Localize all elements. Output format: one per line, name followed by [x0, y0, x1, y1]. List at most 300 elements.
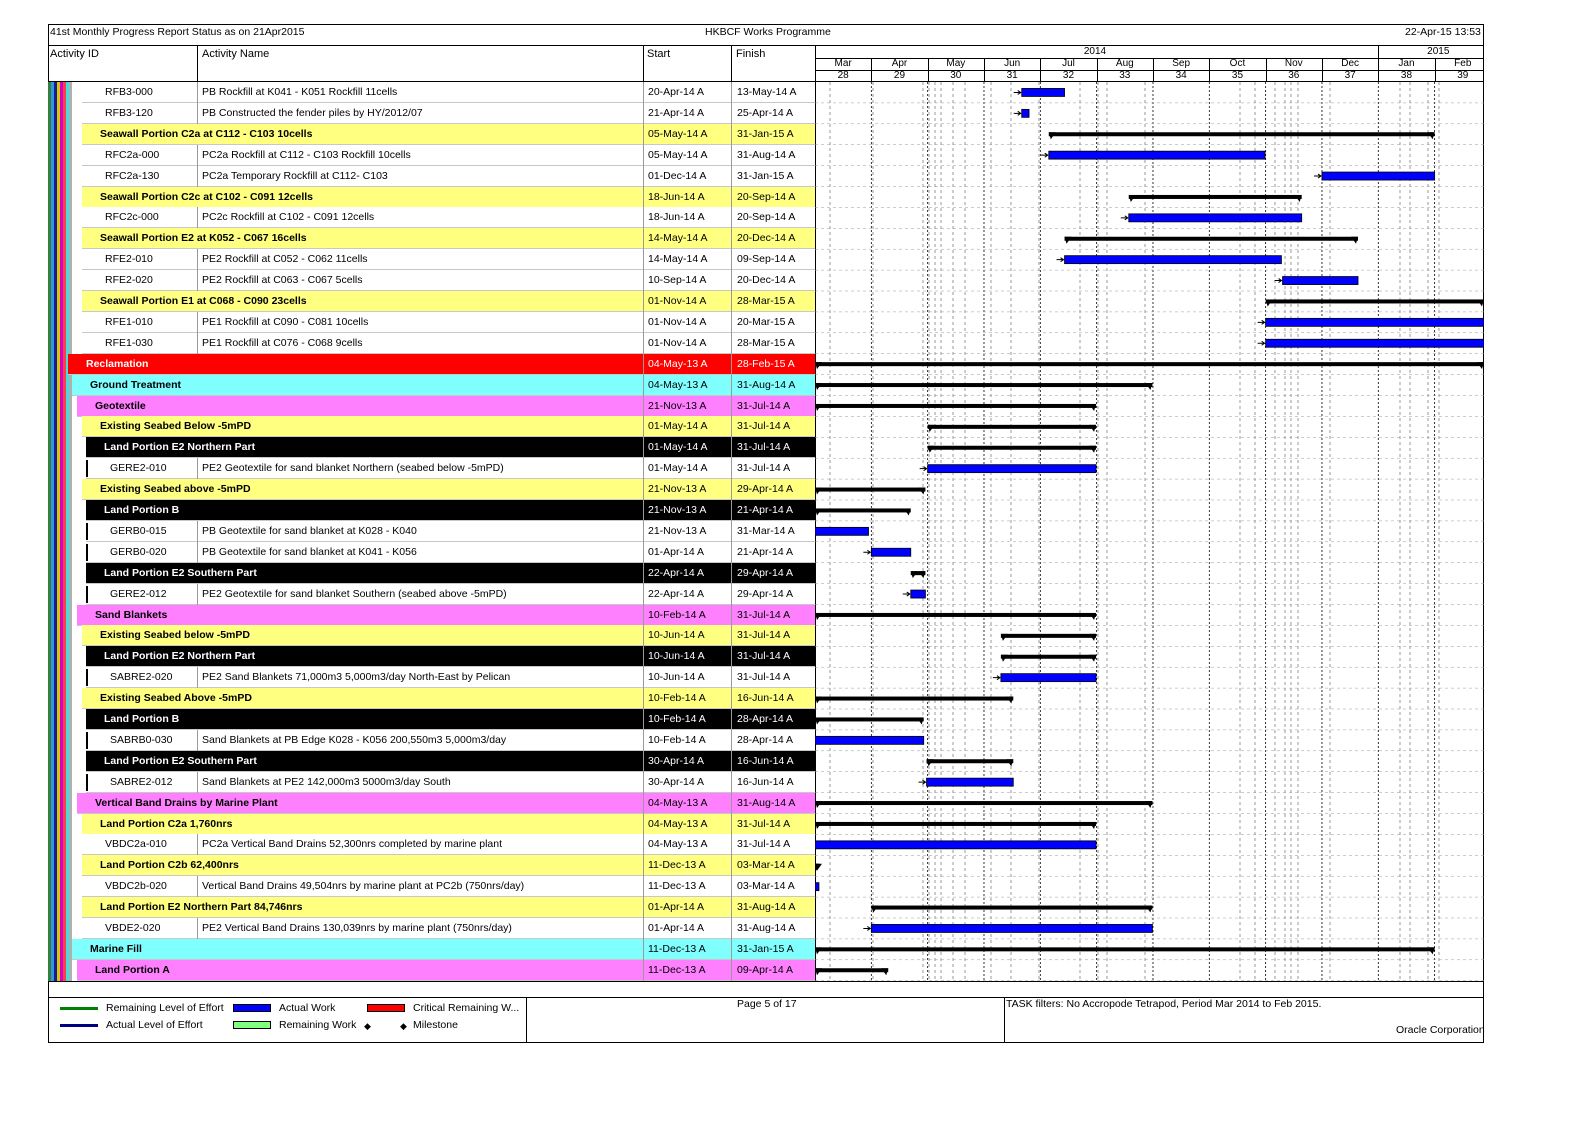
critical-remaining-swatch [367, 1004, 405, 1012]
wbs-row[interactable] [48, 437, 815, 458]
start-date: 14-May-14 A [648, 253, 708, 266]
cell-divider [731, 814, 732, 835]
start-date: 01-May-14 A [648, 462, 708, 475]
cell-divider [643, 396, 644, 417]
start-date: 04-May-13 A [648, 817, 708, 830]
wbs-stripe [69, 458, 72, 479]
activity-row[interactable] [48, 521, 815, 542]
wbs-name: Land Portion C2a 1,760nrs [100, 817, 233, 830]
wbs-stripe [69, 834, 72, 855]
activity-row[interactable] [48, 166, 815, 187]
cell-divider [197, 207, 198, 228]
period-label: 35 [1231, 70, 1244, 81]
wbs-stripe [69, 333, 72, 354]
finish-date: 03-Mar-14 A [737, 880, 795, 893]
period-label: 36 [1288, 70, 1300, 81]
activity-row[interactable] [48, 730, 815, 751]
cell-divider [731, 793, 732, 814]
cell-divider [643, 772, 644, 793]
wbs-stripe [69, 625, 72, 646]
cell-divider [643, 855, 644, 876]
actual-work-bar [1266, 318, 1484, 326]
cell-divider [643, 207, 644, 228]
start-date: 11-Dec-13 A [648, 859, 706, 872]
summary-bar [928, 446, 1096, 450]
actual-work-bar [1322, 172, 1435, 180]
finish-date: 28-Apr-14 A [737, 713, 794, 725]
child-indent-mark [86, 523, 88, 540]
col-divider [197, 46, 198, 82]
wbs-level-stripes [48, 333, 76, 354]
finish-date: 31-Jul-14 A [737, 462, 791, 475]
wbs-stripe [69, 124, 72, 145]
cell-divider [731, 416, 732, 437]
wbs-row[interactable] [48, 500, 815, 521]
summary-bar [928, 425, 1096, 429]
wbs-level-stripes [48, 207, 76, 228]
month-divider [1378, 58, 1379, 82]
cell-divider [643, 939, 644, 960]
child-indent-mark [86, 586, 88, 603]
cell-divider [643, 103, 644, 124]
dependency-arrow [1258, 341, 1265, 345]
start-date: 14-May-14 A [648, 232, 708, 245]
activity-id: GERE2-010 [110, 462, 167, 475]
start-date: 01-May-14 A [648, 420, 708, 433]
wbs-stripe [69, 207, 72, 228]
actual-work-bar [1022, 88, 1065, 96]
cell-divider [731, 249, 732, 270]
finish-date: 28-Apr-14 A [737, 733, 794, 746]
col-start[interactable]: Start [647, 48, 671, 60]
cell-divider [731, 960, 732, 981]
activity-row[interactable] [48, 876, 815, 897]
activity-row[interactable] [48, 584, 815, 605]
period-label: 38 [1400, 70, 1413, 81]
cell-divider [643, 500, 644, 521]
cell-divider [643, 437, 644, 458]
wbs-stripe [69, 166, 72, 187]
wbs-row[interactable] [48, 124, 815, 145]
cell-divider [731, 709, 732, 730]
wbs-stripe [69, 876, 72, 897]
activity-row[interactable] [48, 82, 815, 103]
dependency-arrow [993, 676, 1000, 680]
activity-row[interactable] [48, 918, 815, 939]
remaining-work-swatch [233, 1021, 271, 1029]
wbs-row[interactable] [48, 855, 815, 876]
wbs-name: Existing Seabed Above -5mPD [100, 692, 252, 705]
cell-divider [197, 584, 198, 605]
activity-row[interactable] [48, 207, 815, 228]
activity-row[interactable] [48, 103, 815, 124]
wbs-row[interactable] [48, 897, 815, 918]
col-activity-name[interactable]: Activity Name [202, 48, 270, 60]
start-date: 18-Jun-14 A [648, 211, 705, 224]
wbs-level-stripes [48, 437, 76, 458]
activity-name: PB Geotextile for sand blanket at K041 - K056 [202, 545, 417, 558]
cell-divider [643, 312, 644, 333]
wbs-stripe [69, 667, 72, 688]
dependency-arrow [903, 592, 910, 596]
wbs-stripe [69, 437, 72, 458]
summary-bar [815, 697, 1013, 701]
cell-divider [731, 542, 732, 563]
activity-row[interactable] [48, 458, 815, 479]
actual-work-bar [815, 736, 924, 744]
dependency-arrow [1258, 320, 1265, 324]
actual-work-bar [1065, 256, 1282, 264]
start-date: 21-Apr-14 A [648, 106, 705, 119]
legend-actual-loe: Actual Level of Effort [106, 1019, 203, 1031]
cell-divider [731, 479, 732, 500]
activity-name: PE2 Rockfill at C063 - C067 5cells [202, 274, 363, 287]
summary-bar [815, 488, 925, 492]
activity-row[interactable] [48, 145, 815, 166]
start-date: 10-Sep-14 A [648, 274, 707, 287]
cell-divider [731, 354, 732, 375]
cell-divider [731, 605, 732, 626]
wbs-level-stripes [48, 458, 76, 479]
activity-name: PE2 Geotextile for sand blanket Southern (seabed above -5mPD) [202, 587, 507, 600]
cell-divider [643, 876, 644, 897]
wbs-name: Land Portion B [104, 713, 180, 725]
legend-actual-work: Actual Work [279, 1002, 336, 1014]
finish-date: 29-Apr-14 A [737, 587, 794, 600]
month-label: Jun [1004, 58, 1021, 69]
wbs-stripe [69, 542, 72, 563]
activity-id: VBDC2b-020 [105, 880, 167, 893]
wbs-level-stripes [48, 960, 76, 981]
activity-name: PB Rockfill at K041 - K051 Rockfill 11cells [202, 86, 398, 98]
activity-name: Vertical Band Drains 49,504nrs by marine plant at PC2b (750nrs/day) [202, 880, 525, 893]
finish-date: 31-Jul-14 A [737, 399, 791, 412]
wbs-level-stripes [48, 291, 76, 312]
wbs-stripe [69, 521, 72, 542]
finish-date: 31-Aug-14 A [737, 922, 796, 934]
wbs-row[interactable] [48, 375, 815, 396]
cell-divider [643, 814, 644, 835]
cell-divider [643, 145, 644, 166]
cell-divider [197, 145, 198, 166]
wbs-row[interactable] [48, 228, 815, 249]
start-date: 01-Nov-14 A [648, 295, 707, 307]
summary-bar [927, 759, 1014, 763]
actual-work-bar [1266, 339, 1484, 347]
year-label: 2014 [1083, 46, 1107, 57]
cell-divider [643, 187, 644, 208]
wbs-stripe [69, 772, 72, 793]
wbs-level-stripes [48, 563, 76, 584]
cell-divider [197, 458, 198, 479]
wbs-stripe [69, 814, 72, 835]
cell-divider [731, 228, 732, 249]
finish-date: 16-Jun-14 A [737, 692, 794, 705]
finish-date: 20-Dec-14 A [737, 232, 796, 245]
cell-divider [731, 458, 732, 479]
month-label: May [946, 58, 966, 69]
cell-divider [643, 375, 644, 396]
start-date: 11-Dec-13 A [648, 942, 706, 955]
wbs-stripe [69, 605, 72, 626]
wbs-level-stripes [48, 103, 76, 124]
start-date: 10-Feb-14 A [648, 608, 706, 621]
dependency-arrow [1275, 279, 1282, 283]
wbs-name: Land Portion C2b 62,400nrs [100, 859, 239, 872]
start-date: 21-Nov-13 A [648, 524, 707, 537]
actual-work-bar [1283, 277, 1358, 285]
activity-id: RFE1-010 [105, 315, 153, 328]
finish-date: 16-Jun-14 A [737, 754, 794, 767]
programme-title: HKBCF Works Programme [705, 26, 831, 38]
wbs-name: Land Portion E2 Northern Part [104, 441, 256, 454]
summary-bar [871, 906, 1152, 910]
milestone-icon: ◆ [400, 1021, 407, 1031]
cell-divider [731, 396, 732, 417]
cell-divider [197, 521, 198, 542]
cell-divider [731, 584, 732, 605]
wbs-level-stripes [48, 249, 76, 270]
cell-divider [731, 625, 732, 646]
actual-work-bar [1022, 109, 1029, 117]
wbs-row[interactable] [48, 187, 815, 208]
activity-name: PC2a Vertical Band Drains 52,300nrs completed by marine plant [202, 838, 502, 851]
wbs-row[interactable] [48, 625, 815, 646]
period-label: 29 [893, 70, 906, 81]
cell-divider [643, 124, 644, 145]
legend-milestone: Milestone [413, 1019, 458, 1031]
child-indent-mark [86, 544, 88, 561]
summary-bar [1065, 237, 1358, 241]
finish-date: 31-Aug-14 A [737, 378, 796, 391]
cell-divider [643, 270, 644, 291]
activity-id: RFE2-020 [105, 274, 153, 287]
cell-divider [643, 625, 644, 646]
cell-divider [731, 124, 732, 145]
col-finish[interactable]: Finish [736, 48, 766, 60]
activity-name: PC2a Rockfill at C112 - C103 Rockfill 10cells [202, 148, 411, 161]
start-date: 11-Dec-13 A [648, 963, 706, 976]
wbs-level-stripes [48, 166, 76, 187]
finish-date: 20-Mar-15 A [737, 315, 795, 328]
cell-divider [643, 458, 644, 479]
start-date: 01-Nov-14 A [648, 336, 707, 349]
month-label: Dec [1341, 58, 1360, 69]
start-date: 01-Nov-14 A [648, 315, 707, 328]
cell-divider [643, 751, 644, 772]
month-label: Jul [1062, 58, 1075, 69]
cell-divider [197, 312, 198, 333]
wbs-level-stripes [48, 396, 76, 417]
wbs-stripe [69, 396, 72, 417]
wbs-row[interactable] [48, 605, 815, 626]
cell-divider [197, 270, 198, 291]
wbs-row[interactable] [48, 688, 815, 709]
summary-bar [1001, 655, 1096, 659]
finish-date: 16-Jun-14 A [737, 775, 794, 788]
cell-divider [643, 688, 644, 709]
period-label: 31 [1006, 70, 1018, 81]
cell-divider [643, 918, 644, 939]
cell-divider [731, 751, 732, 772]
start-date: 22-Apr-14 A [648, 566, 705, 579]
start-date: 10-Feb-14 A [648, 692, 706, 705]
wbs-level-stripes [48, 876, 76, 897]
wbs-level-stripes [48, 793, 76, 814]
cell-divider [643, 709, 644, 730]
month-label: Sep [1172, 58, 1191, 69]
wbs-row[interactable] [48, 709, 815, 730]
start-date: 01-Apr-14 A [648, 545, 705, 558]
start-date: 04-May-13 A [648, 838, 708, 851]
wbs-level-stripes [48, 124, 76, 145]
task-filters: TASK filters: No Accropode Tetrapod, Period Mar 2014 to Feb 2015. [1006, 998, 1322, 1010]
child-indent-mark [86, 774, 88, 791]
cell-divider [731, 521, 732, 542]
finish-date: 25-Apr-14 A [737, 106, 794, 119]
period-label: 30 [950, 70, 962, 81]
cell-divider [643, 646, 644, 667]
cell-divider [643, 249, 644, 270]
activity-row[interactable] [48, 312, 815, 333]
cell-divider [197, 166, 198, 187]
summary-bar [815, 508, 911, 512]
cell-divider [731, 82, 732, 103]
wbs-row[interactable] [48, 416, 815, 437]
wbs-row[interactable] [48, 354, 815, 375]
activity-row[interactable] [48, 834, 815, 855]
start-date: 01-Dec-14 A [648, 169, 707, 182]
wbs-stripe [69, 646, 72, 667]
activity-id: SABRE2-020 [110, 671, 173, 684]
cell-divider [731, 145, 732, 166]
dependency-arrow [1014, 90, 1021, 94]
wbs-row[interactable] [48, 751, 815, 772]
activity-row[interactable] [48, 249, 815, 270]
wbs-name: Existing Seabed Below -5mPD [100, 420, 252, 433]
start-date: 11-Dec-13 A [648, 880, 706, 893]
cell-divider [197, 333, 198, 354]
finish-date: 09-Apr-14 A [737, 963, 794, 976]
activity-row[interactable] [48, 772, 815, 793]
wbs-row[interactable] [48, 396, 815, 417]
wbs-stripe [69, 918, 72, 939]
report-title: 41st Monthly Progress Report Status as on 21Apr2015 [50, 26, 305, 38]
col-activity-id[interactable]: Activity ID [50, 48, 99, 60]
page-number: Page 5 of 17 [737, 998, 797, 1010]
wbs-stripe [69, 584, 72, 605]
month-divider [1040, 58, 1041, 82]
dependency-arrow [1121, 216, 1128, 220]
wbs-row[interactable] [48, 960, 815, 981]
activity-name: PE2 Rockfill at C052 - C062 11cells [202, 253, 368, 266]
wbs-level-stripes [48, 312, 76, 333]
finish-date: 31-Jan-15 A [737, 942, 794, 955]
wbs-row[interactable] [48, 479, 815, 500]
wbs-stripe [69, 688, 72, 709]
cell-divider [643, 960, 644, 981]
wbs-row[interactable] [48, 814, 815, 835]
finish-date: 03-Mar-14 A [737, 859, 795, 872]
wbs-level-stripes [48, 730, 76, 751]
cell-divider [643, 416, 644, 437]
dependency-arrow [1041, 153, 1048, 157]
wbs-level-stripes [48, 855, 76, 876]
activity-name: PE2 Sand Blankets 71,000m3 5,000m3/day North-East by Pelican [202, 671, 511, 684]
start-date: 01-Apr-14 A [648, 922, 705, 934]
summary-bar [815, 801, 1152, 805]
summary-bar [1129, 195, 1302, 199]
activity-id: GERB0-015 [110, 524, 167, 537]
cell-divider [643, 667, 644, 688]
wbs-stripe [69, 751, 72, 772]
cell-divider [197, 834, 198, 855]
cell-divider [731, 270, 732, 291]
wbs-name: Land Portion E2 Southern Part [104, 566, 257, 579]
activity-row[interactable] [48, 667, 815, 688]
activity-name: PB Constructed the fender piles by HY/2012/07 [202, 106, 423, 119]
wbs-level-stripes [48, 834, 76, 855]
child-indent-mark [86, 460, 88, 477]
month-divider [1097, 58, 1098, 82]
summary-bar [815, 613, 1096, 617]
activity-id: SABRE2-012 [110, 775, 173, 788]
activity-id: VBDE2-020 [105, 922, 161, 934]
period-label: 28 [837, 70, 849, 81]
cell-divider [731, 772, 732, 793]
start-date: 01-Apr-14 A [648, 901, 705, 914]
finish-date: 09-Sep-14 A [737, 253, 796, 266]
wbs-row[interactable] [48, 793, 815, 814]
gantt-chart [815, 82, 1484, 981]
cell-divider [643, 333, 644, 354]
period-label: 32 [1062, 70, 1075, 81]
remaining-loe-swatch [60, 1007, 98, 1010]
wbs-row[interactable] [48, 646, 815, 667]
cell-divider [643, 793, 644, 814]
wbs-name: Ground Treatment [90, 378, 182, 391]
wbs-stripe [69, 500, 72, 521]
start-date: 04-May-13 A [648, 357, 708, 370]
col-divider [643, 46, 644, 82]
vendor-name: Oracle Corporation [1396, 1024, 1485, 1036]
wbs-stripe [69, 855, 72, 876]
wbs-row[interactable] [48, 563, 815, 584]
wbs-level-stripes [48, 479, 76, 500]
wbs-level-stripes [48, 751, 76, 772]
legend-critical-remaining: Critical Remaining W... [413, 1002, 520, 1014]
dependency-arrow [1314, 174, 1321, 178]
wbs-level-stripes [48, 772, 76, 793]
month-label: Nov [1284, 58, 1303, 69]
activity-row[interactable] [48, 542, 815, 563]
summary-bar [815, 362, 1484, 366]
wbs-level-stripes [48, 416, 76, 437]
start-date: 21-Nov-13 A [648, 483, 707, 496]
wbs-level-stripes [48, 500, 76, 521]
activity-row[interactable] [48, 333, 815, 354]
wbs-name: Seawall Portion C2c at C102 - C091 12cells [100, 190, 314, 203]
actual-work-swatch [233, 1004, 271, 1012]
activity-row[interactable] [48, 270, 815, 291]
month-divider [1266, 58, 1267, 82]
start-date: 05-May-14 A [648, 148, 708, 161]
finish-date: 29-Apr-14 A [737, 483, 794, 496]
cell-divider [643, 228, 644, 249]
wbs-row[interactable] [48, 291, 815, 312]
wbs-row[interactable] [48, 939, 815, 960]
wbs-stripe [69, 312, 72, 333]
